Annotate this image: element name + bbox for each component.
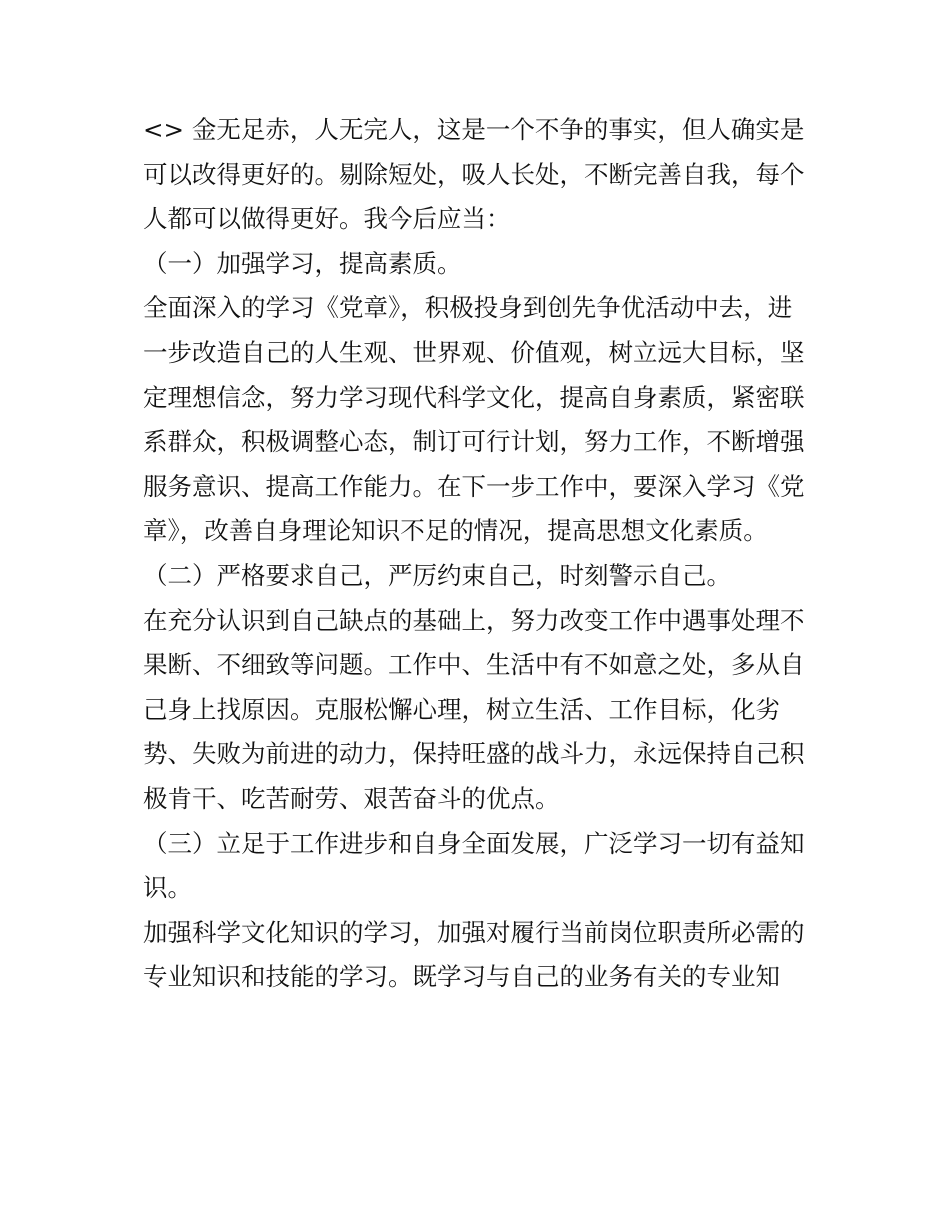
section-heading: （三）立足于工作进步和自身全面发展，广泛学习一切有益知 [143, 828, 805, 858]
text-line: 可以改得更好的。剔除短处，吸人长处，不断完善自我，每个 [143, 159, 805, 189]
text-line: 势、失败为前进的动力，保持旺盛的战斗力，永远保持自己积 [143, 739, 805, 769]
text-line: 在充分认识到自己缺点的基础上，努力改变工作中遇事处理不 [143, 605, 805, 635]
text-line: 己身上找原因。克服松懈心理，树立生活、工作目标，化劣 [143, 694, 780, 724]
text-line: 人都可以做得更好。我今后应当： [143, 204, 511, 234]
section-heading: （二）严格要求自己，严厉约束自己，时刻警示自己。 [143, 560, 731, 590]
text-line: 果断、不细致等问题。工作中、生活中有不如意之处，多从自 [143, 650, 805, 680]
text-line: 章》，改善自身理论知识不足的情况，提高思想文化素质。 [143, 516, 768, 546]
text-line: 专业知识和技能的学习。既学习与自己的业务有关的专业知 [143, 962, 780, 992]
text-line: 全面深入的学习《党章》，积极投身到创先争优活动中去，进 [143, 293, 793, 323]
text-line: 一步改造自己的人生观、世界观、价值观，树立远大目标，坚 [143, 337, 805, 367]
section-heading-continuation: 识。 [143, 873, 192, 903]
text-line: 服务意识、提高工作能力。在下一步工作中，要深入学习《党 [143, 471, 805, 501]
text-line: 极肯干、吃苦耐劳、艰苦奋斗的优点。 [143, 783, 560, 813]
section-heading: （一）加强学习，提高素质。 [143, 248, 462, 278]
document-body [143, 108, 823, 1000]
text-line: 系群众，积极调整心态，制订可行计划，努力工作，不断增强 [143, 427, 805, 457]
text-line: 定理想信念，努力学习现代科学文化，提高自身素质，紧密联 [143, 382, 805, 412]
text-line: <> 金无足赤，人无完人，这是一个不争的事实，但人确实是 [143, 115, 805, 144]
text-line: 加强科学文化知识的学习，加强对履行当前岗位职责所必需的 [143, 917, 805, 947]
